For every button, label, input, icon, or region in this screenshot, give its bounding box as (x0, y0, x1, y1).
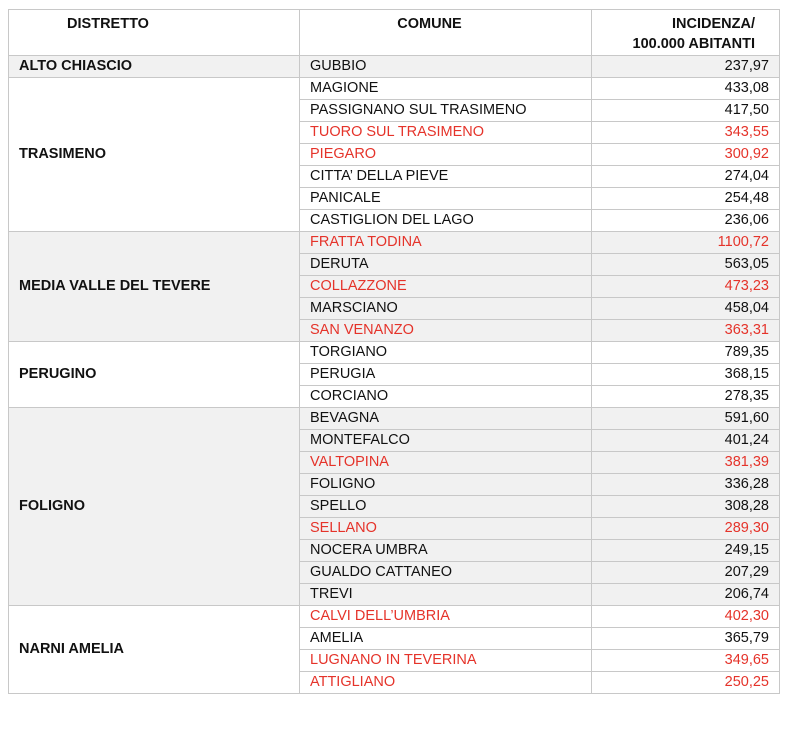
header-row (9, 10, 780, 56)
header-incidenza-line2: 100.000 ABITANTI (632, 36, 755, 52)
incidenza-cell: 236,06 (592, 210, 780, 232)
district-group (9, 56, 780, 78)
incidenza-cell: 336,28 (592, 474, 780, 496)
comune-cell: GUBBIO (300, 56, 592, 78)
comune-cell: MARSCIANO (300, 298, 592, 320)
comune-cell: NOCERA UMBRA (300, 540, 592, 562)
incidenza-cell: 1100,72 (592, 232, 780, 254)
header-incidenza-line1: INCIDENZA/ (672, 16, 755, 32)
district-group (9, 408, 780, 606)
comune-cell: CASTIGLION DEL LAGO (300, 210, 592, 232)
incidenza-cell: 308,28 (592, 496, 780, 518)
incidenza-cell: 381,39 (592, 452, 780, 474)
incidenza-cell: 250,25 (592, 672, 780, 694)
comune-cell: CALVI DELL’UMBRIA (300, 606, 592, 628)
comune-cell: FOLIGNO (300, 474, 592, 496)
comune-cell: PASSIGNANO SUL TRASIMENO (300, 100, 592, 122)
incidenza-cell: 402,30 (592, 606, 780, 628)
district-name: PERUGINO (9, 342, 300, 408)
header-incidenza (592, 10, 780, 56)
incidenza-cell: 591,60 (592, 408, 780, 430)
comune-cell: BEVAGNA (300, 408, 592, 430)
comune-cell: SPELLO (300, 496, 592, 518)
incidenza-cell: 368,15 (592, 364, 780, 386)
comune-cell: LUGNANO IN TEVERINA (300, 650, 592, 672)
incidenza-cell: 349,65 (592, 650, 780, 672)
comune-cell: PERUGIA (300, 364, 592, 386)
comune-cell: GUALDO CATTANEO (300, 562, 592, 584)
incidenza-cell: 274,04 (592, 166, 780, 188)
table-row (9, 56, 780, 78)
comune-cell: SELLANO (300, 518, 592, 540)
comune-cell: DERUTA (300, 254, 592, 276)
comune-cell: VALTOPINA (300, 452, 592, 474)
incidenza-cell: 365,79 (592, 628, 780, 650)
comune-cell: AMELIA (300, 628, 592, 650)
incidenza-cell: 207,29 (592, 562, 780, 584)
comune-cell: TREVI (300, 584, 592, 606)
incidenza-cell: 249,15 (592, 540, 780, 562)
incidenza-cell: 254,48 (592, 188, 780, 210)
incidenza-cell: 300,92 (592, 144, 780, 166)
incidenza-cell: 789,35 (592, 342, 780, 364)
incidenza-cell: 433,08 (592, 78, 780, 100)
comune-cell: MONTEFALCO (300, 430, 592, 452)
table-row (9, 232, 780, 254)
district-name: NARNI AMELIA (9, 606, 300, 694)
district-name: MEDIA VALLE DEL TEVERE (9, 232, 300, 342)
comune-cell: MAGIONE (300, 78, 592, 100)
incidenza-cell: 206,74 (592, 584, 780, 606)
comune-cell: SAN VENANZO (300, 320, 592, 342)
district-name: FOLIGNO (9, 408, 300, 606)
table-row (9, 408, 780, 430)
incidenza-cell: 401,24 (592, 430, 780, 452)
table-row (9, 78, 780, 100)
incidenza-cell: 417,50 (592, 100, 780, 122)
header-distretto: DISTRETTO (9, 10, 300, 56)
district-name: TRASIMENO (9, 78, 300, 232)
incidence-table-container (8, 9, 780, 694)
district-group (9, 232, 780, 342)
header-comune: COMUNE (300, 10, 592, 56)
incidenza-cell: 473,23 (592, 276, 780, 298)
table-row (9, 342, 780, 364)
incidenza-cell: 343,55 (592, 122, 780, 144)
incidenza-cell: 237,97 (592, 56, 780, 78)
comune-cell: TUORO SUL TRASIMENO (300, 122, 592, 144)
comune-cell: CORCIANO (300, 386, 592, 408)
district-name: ALTO CHIASCIO (9, 56, 300, 78)
incidenza-cell: 278,35 (592, 386, 780, 408)
incidenza-cell: 458,04 (592, 298, 780, 320)
district-group (9, 606, 780, 694)
table-header (9, 10, 780, 56)
incidenza-cell: 289,30 (592, 518, 780, 540)
comune-cell: PIEGARO (300, 144, 592, 166)
table-row (9, 606, 780, 628)
district-group (9, 342, 780, 408)
incidenza-cell: 363,31 (592, 320, 780, 342)
comune-cell: CITTA’ DELLA PIEVE (300, 166, 592, 188)
comune-cell: TORGIANO (300, 342, 592, 364)
incidenza-cell: 563,05 (592, 254, 780, 276)
comune-cell: FRATTA TODINA (300, 232, 592, 254)
district-group (9, 78, 780, 232)
comune-cell: COLLAZZONE (300, 276, 592, 298)
incidence-table (8, 9, 780, 694)
comune-cell: PANICALE (300, 188, 592, 210)
comune-cell: ATTIGLIANO (300, 672, 592, 694)
